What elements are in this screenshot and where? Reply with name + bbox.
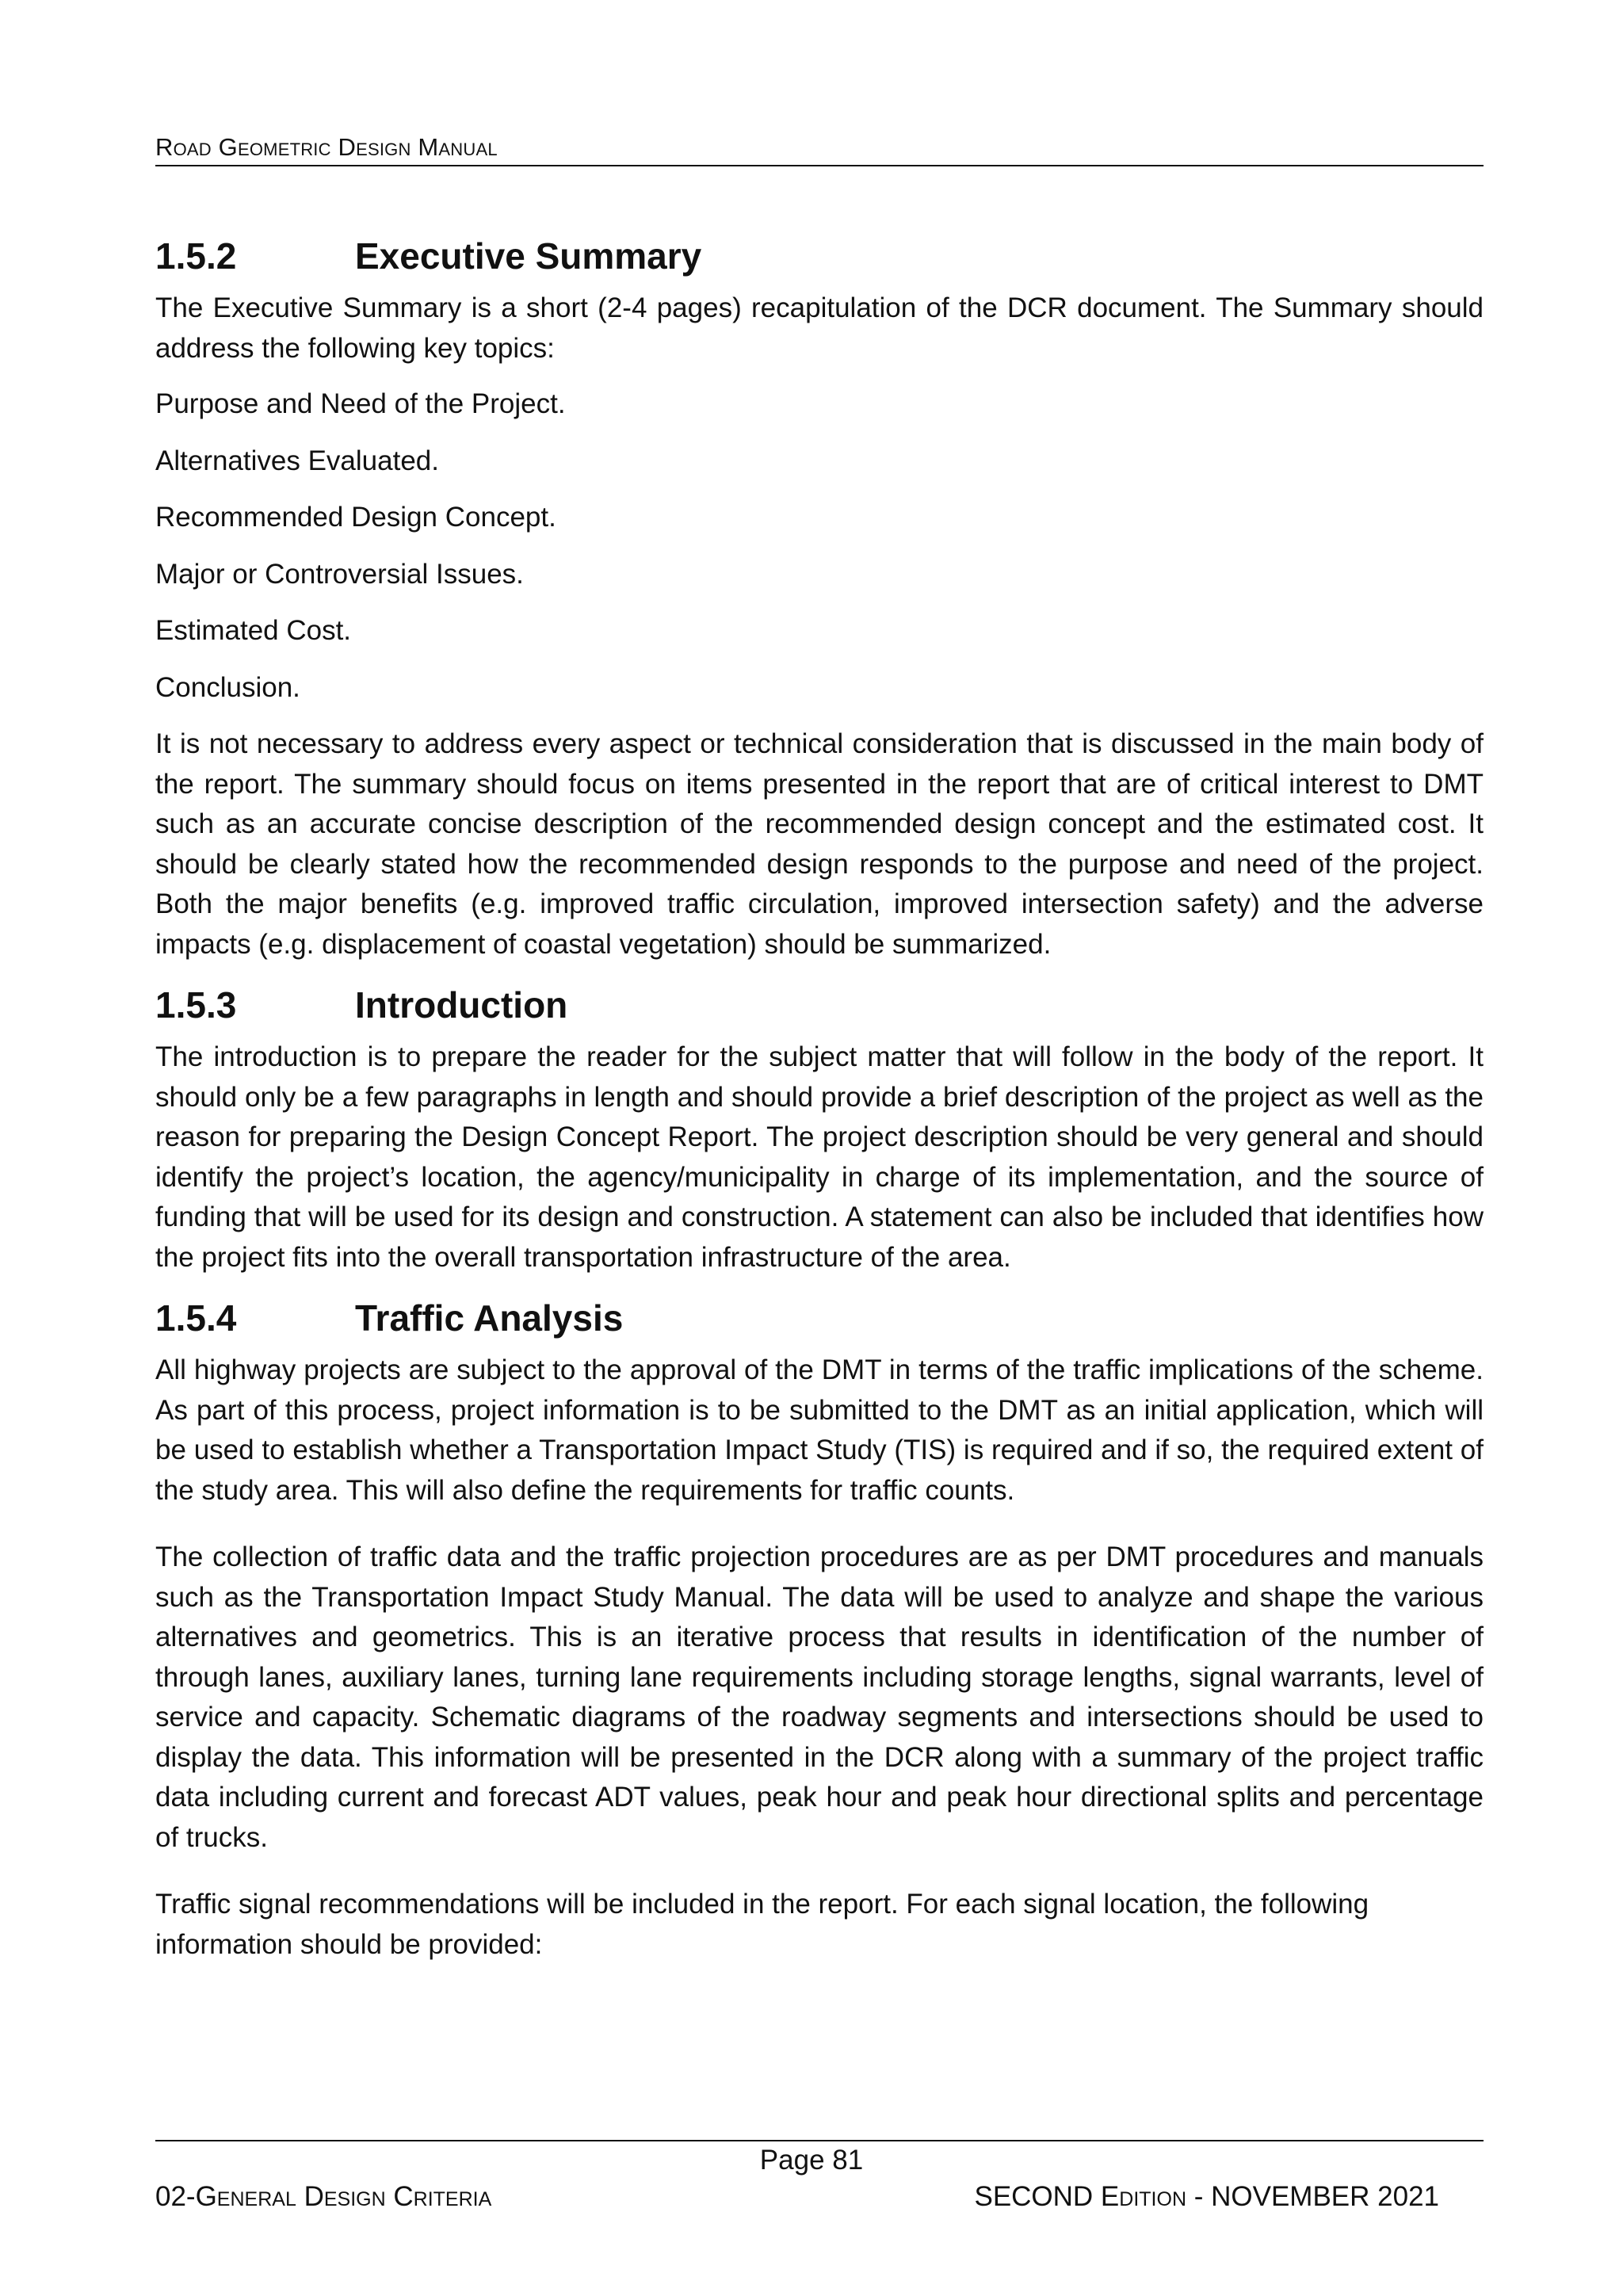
section-introduction [155,980,1484,1278]
section-number: 1.5.4 [155,1297,237,1339]
page-header [155,130,1484,166]
paragraph: The Executive Summary is a short (2-4 pages) recapitulation of the DCR document. The Summary should address the following key topics: [155,292,1484,364]
section-number: 1.5.3 [155,984,237,1026]
footer-edition: SECOND Edition - NOVEMBER 2021 [974,2181,1439,2212]
section-heading [155,231,1484,281]
footer-divider [155,2140,1484,2141]
section-title: Executive Summary [355,235,702,277]
paragraph: All highway projects are subject to the approval of the DMT in terms of the traffic implications of the scheme. As part of this process, project information is to be submitted to the DMT as an initial application, which will be used to establish whether a Transportation Impact Study (TIS) is required and if so, the required extent of the study area. This will also define the requirements for traffic counts. [155,1354,1484,1506]
section-title: Introduction [355,984,568,1026]
section-title: Traffic Analysis [355,1297,624,1339]
paragraph: It is not necessary to address every aspect or technical consideration that is discussed in the main body of the report. The summary should focus on items presented in the report that are of critical interest to DMT such as an accurate concise description of the recommended design concept and the estimated cost. It should be clearly stated how the recommended design responds to the purpose and need of the project. Both the major benefits (e.g. improved traffic circulation, improved intersection safety) and the adverse impacts (e.g. displacement of coastal vegetation) should be summarized. [155,728,1484,960]
page-number: Page 81 [759,2145,864,2176]
topic-item: Purpose and Need of the Project. [155,388,566,419]
paragraph: The collection of traffic data and the traffic projection procedures are as per DMT procedures and manuals such as the Transportation Impact Study Manual. The data will be used to analyze and shape the various alternatives and geometrics. This is an iterative process that results in identification of the number of through lanes, auxiliary lanes, turning lane requirements including storage lengths, signal warrants, level of service and capacity. Schematic diagrams of the roadway segments and intersections should be used to display the data. This information will be presented in the DCR along with a summary of the project traffic data including current and forecast ADT values, peak hour and peak hour directional splits and percentage of trucks. [155,1541,1484,1853]
topic-item: Alternatives Evaluated. [155,445,439,476]
topic-item: Estimated Cost. [155,615,352,646]
topic-item: Recommended Design Concept. [155,502,556,533]
section-traffic-analysis [155,1293,1484,1965]
section-heading [155,1293,1484,1343]
paragraph: The introduction is to prepare the reader for the subject matter that will follow in the body of the report. It should only be a few paragraphs in length and should provide a brief description of the project as well as the reason for preparing the Design Concept Report. The project description should be very general and should identify the project’s location, the agency/municipality in charge of its implementation, and the source of funding that will be used for its design and construction. A statement can also be included that identifies how the project fits into the overall transportation infrastructure of the area. [155,1041,1484,1273]
section-number: 1.5.2 [155,235,237,277]
manual-title: Road Geometric Design Manual [155,133,498,161]
section-heading [155,980,1484,1030]
paragraph: Traffic signal recommendations will be included in the report. For each signal location, the following information should be provided: [155,1889,1369,1960]
section-executive-summary [155,231,1484,965]
footer-chapter: 02-General Design Criteria [155,2181,492,2212]
topic-item: Conclusion. [155,671,300,703]
topic-item: Major or Controversial Issues. [155,558,524,590]
page-content [155,231,1484,1981]
